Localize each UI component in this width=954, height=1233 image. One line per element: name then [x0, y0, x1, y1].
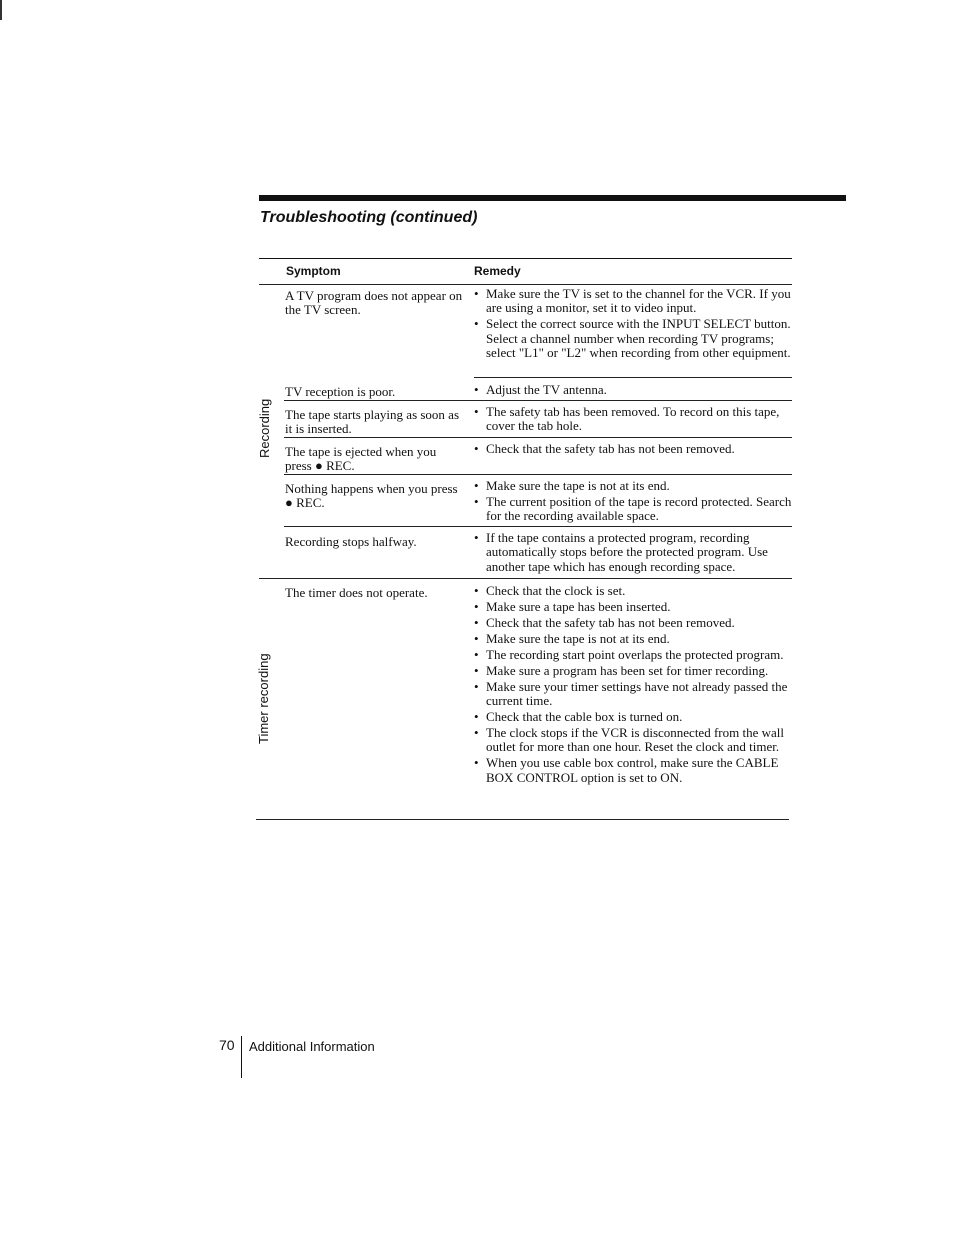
- row-divider: [284, 437, 792, 438]
- remedy-list: [474, 405, 794, 435]
- table-top-rule: [259, 258, 792, 259]
- remedy-list: [474, 531, 794, 576]
- footer-separator: [241, 1036, 242, 1078]
- column-header-remedy: Remedy: [474, 264, 521, 278]
- bullet-icon: •: [474, 678, 479, 694]
- section-top-rule: [259, 195, 846, 201]
- footer-section-label: Additional Information: [249, 1039, 375, 1054]
- remedy-list: [474, 287, 794, 362]
- bullet-icon: •: [474, 286, 479, 301]
- bullet-icon: •: [474, 630, 479, 646]
- bullet-icon: •: [474, 404, 479, 419]
- row-divider: [474, 377, 792, 378]
- bullet-icon: •: [474, 316, 479, 332]
- symptom-cell: A TV program does not appear on the TV screen.: [285, 288, 463, 317]
- category-label-timer-recording: Timer recording: [256, 653, 271, 744]
- category-label-recording: Recording: [257, 398, 272, 458]
- remedy-item: • The recording start point overlaps the protected program.: [474, 646, 784, 662]
- bullet-icon: •: [474, 662, 479, 678]
- page-edge-mark: [0, 0, 2, 20]
- symptom-cell: Nothing happens when you press ● REC.: [285, 481, 458, 510]
- remedy-item: • Select the correct source with the INPUT SELECT button. Select a channel number when recording TV programs; select "L1" or "L2" when recording from other equipment.: [474, 316, 791, 360]
- bullet-icon: •: [474, 382, 479, 397]
- remedy-item: • If the tape contains a protected program, recording automatically stops before the protected program. Use another tape which has enough recording space.: [474, 530, 768, 574]
- remedy-list: [474, 479, 794, 525]
- bullet-icon: •: [474, 709, 479, 725]
- row-divider: [284, 526, 792, 527]
- remedy-item: • Make sure the tape is not at its end.: [474, 478, 670, 493]
- remedy-item: • The safety tab has been removed. To record on this tape, cover the tab hole.: [474, 404, 780, 434]
- remedy-item: • Make sure your timer settings have not already passed the current time.: [474, 678, 788, 709]
- remedy-item: • Adjust the TV antenna.: [474, 382, 607, 397]
- bullet-icon: •: [474, 478, 479, 493]
- remedy-list: [474, 442, 794, 458]
- remedy-list: [474, 584, 794, 787]
- symptom-cell: The timer does not operate.: [285, 585, 428, 600]
- symptom-cell: The tape starts playing as soon as it is inserted.: [285, 407, 460, 436]
- bullet-icon: •: [474, 530, 479, 545]
- table-bottom-rule: [256, 819, 789, 820]
- remedy-item: • Make sure a tape has been inserted.: [474, 598, 671, 614]
- bullet-icon: •: [474, 646, 479, 662]
- remedy-item: • Check that the safety tab has not been removed.: [474, 441, 735, 456]
- bullet-icon: •: [474, 441, 479, 456]
- remedy-list: [474, 383, 794, 399]
- bullet-icon: •: [474, 493, 479, 509]
- bullet-icon: •: [474, 725, 479, 741]
- page-number: 70: [219, 1037, 235, 1053]
- remedy-item: • The current position of the tape is record protected. Search for the recording available space.: [474, 493, 792, 524]
- category-divider: [259, 578, 792, 579]
- bullet-icon: •: [474, 755, 479, 771]
- symptom-cell: The tape is ejected when you press ● REC.: [285, 444, 437, 473]
- remedy-item: • Make sure a program has been set for timer recording.: [474, 662, 769, 678]
- bullet-icon: •: [474, 583, 479, 598]
- bullet-icon: •: [474, 614, 479, 630]
- symptom-cell: Recording stops halfway.: [285, 534, 417, 549]
- remedy-item: • Check that the clock is set.: [474, 583, 626, 598]
- remedy-item: • Check that the cable box is turned on.: [474, 709, 683, 725]
- remedy-item: • When you use cable box control, make sure the CABLE BOX CONTROL option is set to ON.: [474, 755, 779, 785]
- remedy-item: • The clock stops if the VCR is disconnected from the wall outlet for more than one hour. Reset the clock and timer.: [474, 725, 784, 755]
- column-header-symptom: Symptom: [286, 264, 341, 278]
- row-divider: [284, 474, 792, 475]
- row-divider: [284, 400, 792, 401]
- symptom-cell: TV reception is poor.: [285, 384, 396, 399]
- section-title: Troubleshooting (continued): [260, 209, 478, 226]
- remedy-item: • Check that the safety tab has not been removed.: [474, 614, 735, 630]
- remedy-item: • Make sure the TV is set to the channel for the VCR. If you are using a monitor, set it to video input.: [474, 286, 791, 316]
- bullet-icon: •: [474, 598, 479, 614]
- remedy-item: • Make sure the tape is not at its end.: [474, 630, 670, 646]
- header-divider: [259, 284, 792, 285]
